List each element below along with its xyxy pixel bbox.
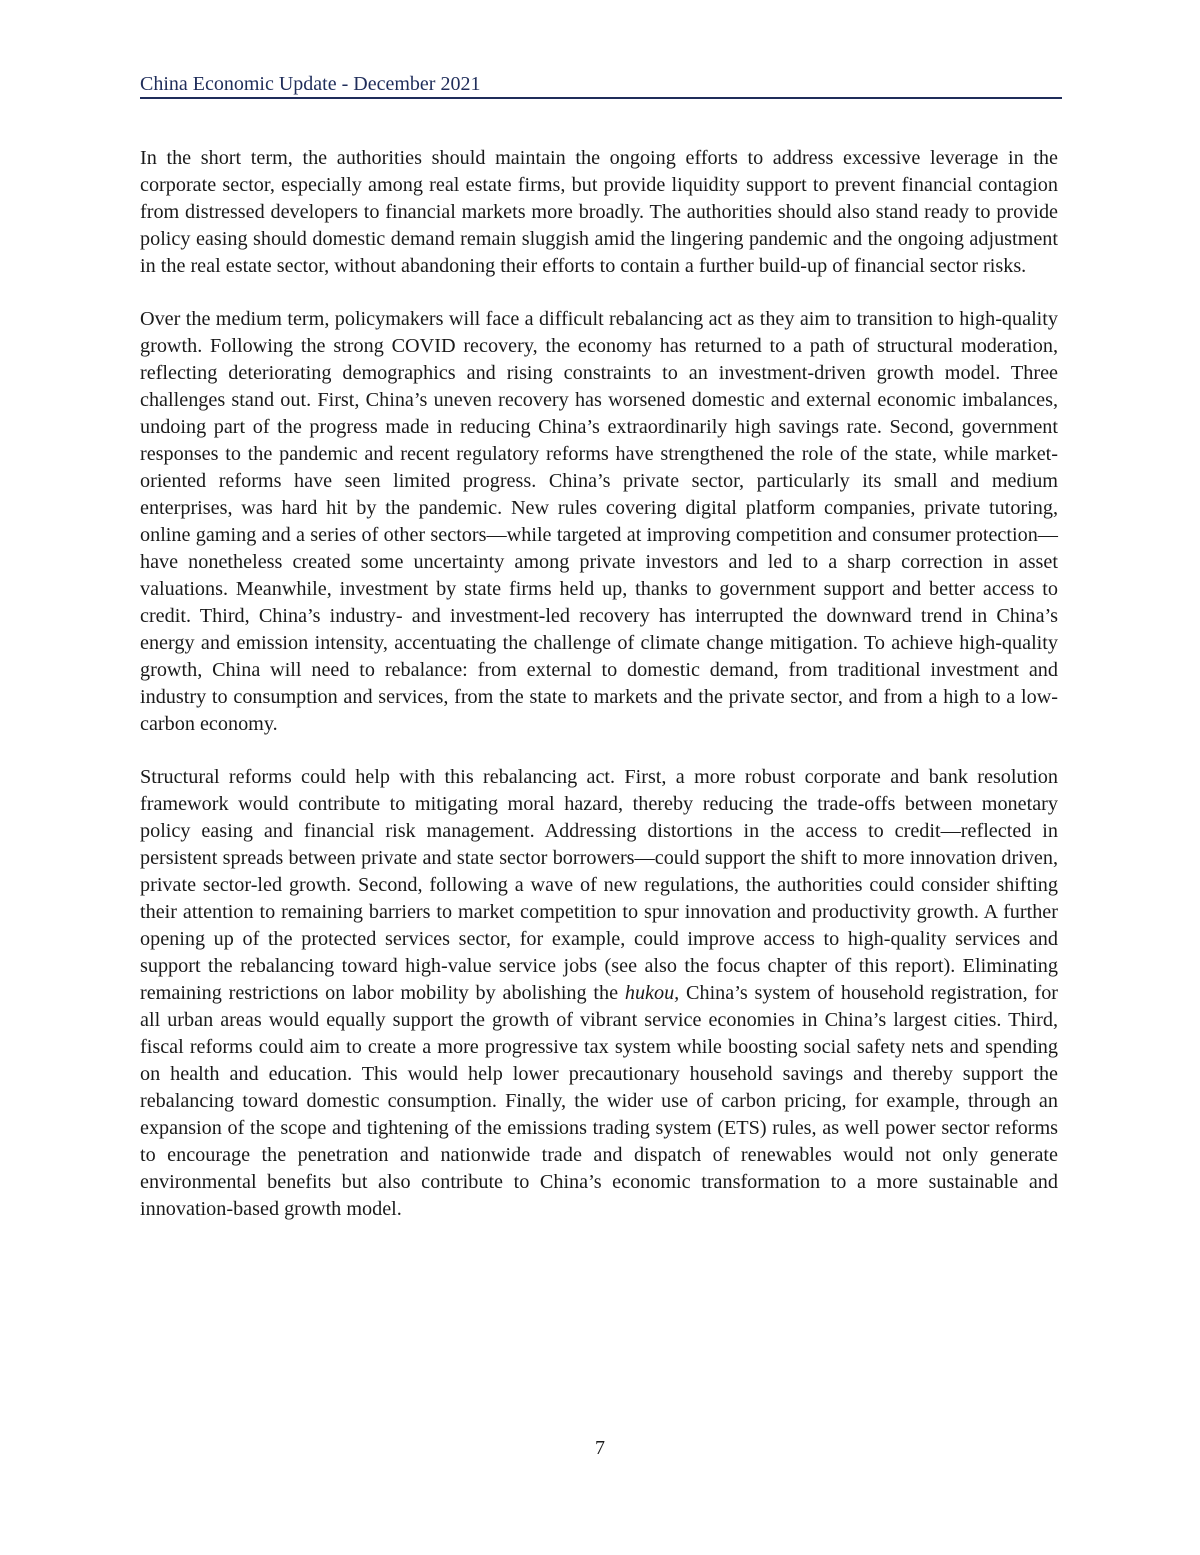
header-rule	[140, 97, 1062, 99]
page-number: 7	[595, 1437, 605, 1459]
paragraph-medium-term: Over the medium term, policymakers will face a difficult rebalancing act as they aim to transition to high-quality growth. Following the strong COVID recovery, the economy has returned to a path of structural moderation, reflecting deteriorating demographics and rising constraints to an investment-driven growth model. Three challenges stand out. First, China’s uneven recovery has worsened domestic and external economic imbalances, undoing part of the progress made in reducing China’s extraordinarily high savings rate. Second, government responses to the pandemic and recent regulatory reforms have strengthened the role of the state, while market-oriented reforms have seen limited progress. China’s private sector, particularly its small and medium enterprises, was hard hit by the pandemic. New rules covering digital platform companies, private tutoring, online gaming and a series of other sectors—while targeted at improving competition and consumer protection—have nonetheless created some uncertainty among private investors and led to a sharp correction in asset valuations. Meanwhile, investment by state firms held up, thanks to government support and better access to credit. Third, China’s industry- and investment-led recovery has interrupted the downward trend in China’s energy and emission intensity, accentuating the challenge of climate change mitigation. To achieve high-quality growth, China will need to rebalance: from external to domestic demand, from traditional investment and industry to consumption and services, from the state to markets and the private sector, and from a high to a low-carbon economy.	[140, 308, 1058, 735]
paragraph-structural-reforms-part-1: Structural reforms could help with this rebalancing act. First, a more robust corporate and bank resolution framework would contribute to mitigating moral hazard, thereby reducing the trade-offs between monetary policy easing and financial risk management. Addressing distortions in the access to credit—reflected in persistent spreads between private and state sector borrowers—could support the shift to more innovation driven, private sector-led growth. Second, following a wave of new regulations, the authorities could consider shifting their attention to remaining barriers to market competition to spur innovation and productivity growth. A further opening up of the protected services sector, for example, could improve access to high-quality services and support the rebalancing toward high-value service jobs (see also the focus chapter of this report). Eliminating remaining restrictions on labor mobility by abolishing the	[140, 766, 1058, 1004]
paragraph-structural-reforms-part-2: China’s system of household registration, for all urban areas would equally support the growth of vibrant service economies in China’s largest cities. Third, fiscal reforms could aim to create a more progressive tax system while boosting social safety nets and spending on health and education. This would help lower precautionary household savings and thereby support the rebalancing toward domestic consumption. Finally, the wider use of carbon pricing, for example, through an expansion of the scope and tightening of the emissions trading system (ETS) rules, as well power sector reforms to encourage the penetration and nationwide trade and dispatch of renewables would not only generate environmental benefits but also contribute to China’s economic transformation to a more sustainable and innovation-based growth model.	[140, 982, 1059, 1220]
paragraph-structural-reforms	[140, 764, 1058, 1223]
hukou-term: hukou,	[624, 982, 680, 1004]
running-header: China Economic Update - December 2021	[140, 73, 481, 95]
paragraph-short-term: In the short term, the authorities should maintain the ongoing efforts to address excessive leverage in the corporate sector, especially among real estate firms, but provide liquidity support to prevent financial contagion from distressed developers to financial markets more broadly. The authorities should also stand ready to provide policy easing should domestic demand remain sluggish amid the lingering pandemic and the ongoing adjustment in the real estate sector, without abandoning their efforts to contain a further build-up of financial sector risks.	[140, 147, 1058, 277]
body-text	[140, 145, 1058, 1249]
